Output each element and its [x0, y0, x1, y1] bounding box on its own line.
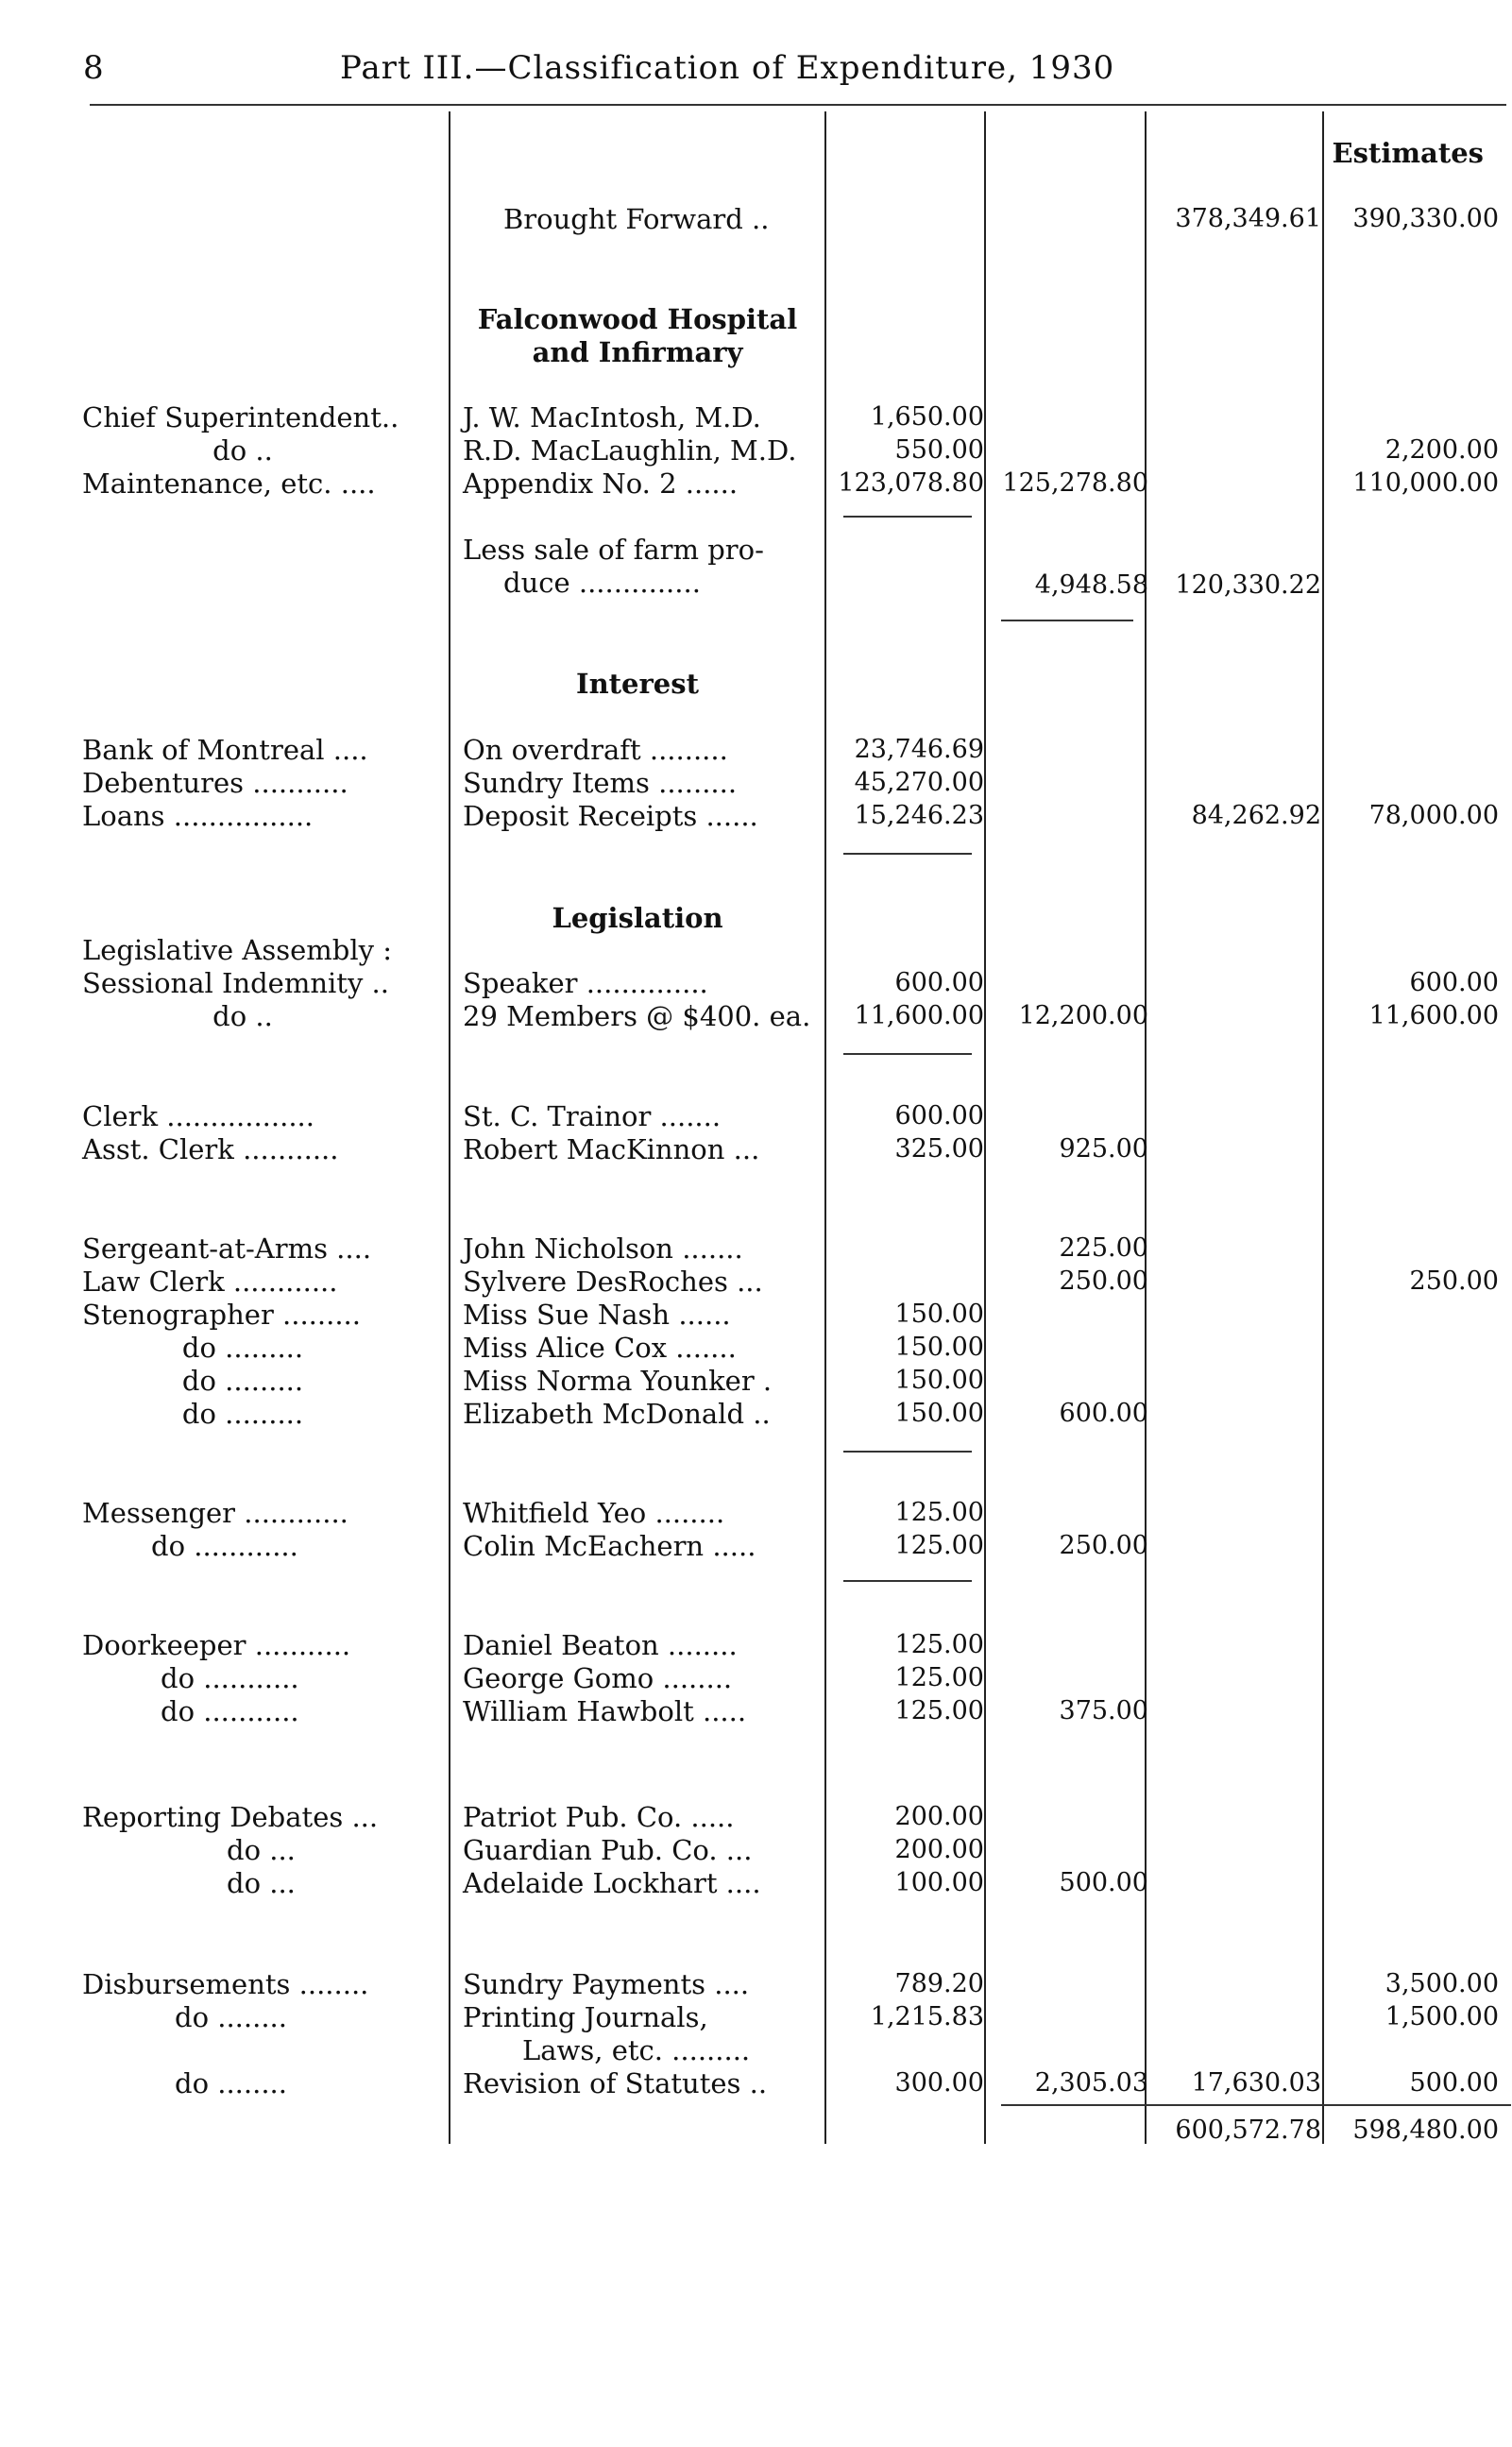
row-c1: 550.00 [894, 435, 984, 465]
interest-heading: Interest [576, 668, 699, 700]
row-label: Messenger ............ [82, 1497, 348, 1529]
row-name: Speaker .............. [463, 967, 708, 999]
grand-total: 600,572.78 [1175, 2116, 1321, 2145]
row-label: Maintenance, etc. .... [82, 467, 376, 500]
row-c1: 1,650.00 [870, 402, 984, 432]
row-c1: 15,246.23 [854, 801, 984, 830]
row-c1: 125.00 [894, 1696, 984, 1725]
total-rule [1001, 2104, 1511, 2106]
row-c1: 123,078.80 [838, 468, 984, 498]
row-name: Guardian Pub. Co. ... [463, 1834, 753, 1866]
row-c3: 84,262.92 [1191, 801, 1321, 830]
row-c2: 125,278.80 [1002, 468, 1148, 498]
row-c1: 150.00 [894, 1399, 984, 1428]
subtotal-rule [843, 516, 972, 518]
row-label: Disbursements ........ [82, 1968, 369, 2000]
row-name: Miss Norma Younker . [463, 1365, 773, 1397]
row-name: William Hawbolt ..... [463, 1695, 747, 1727]
row-label: do ......... [181, 1398, 304, 1430]
row-name: Elizabeth McDonald .. [463, 1398, 771, 1430]
row-name: St. C. Trainor ....... [463, 1100, 722, 1132]
row-name: J. W. MacIntosh, M.D. [463, 401, 761, 433]
row-label: do ........ [175, 2067, 287, 2099]
rule-c3-c4 [1322, 111, 1324, 2144]
row-c1: 789.20 [894, 1969, 984, 1998]
row-c1: 200.00 [894, 1835, 984, 1864]
row-c2: 600.00 [1059, 1399, 1148, 1428]
row-name: R.D. MacLaughlin, M.D. [463, 434, 797, 467]
row-c2: 12,200.00 [1018, 1001, 1148, 1030]
row-label: do ............ [151, 1530, 298, 1562]
row-name: On overdraft ......... [463, 734, 728, 766]
page-number: 8 [83, 49, 104, 87]
row-name: Robert MacKinnon ... [463, 1133, 760, 1165]
row-c2: 225.00 [1059, 1233, 1148, 1263]
row-name: Whitfield Yeo ........ [463, 1497, 725, 1529]
row-c1: 23,746.69 [854, 735, 984, 764]
row-name: Colin McEachern ..... [463, 1530, 756, 1562]
rule-c2-c3 [1145, 111, 1147, 2144]
legislation-heading: Legislation [552, 902, 723, 934]
brought-forward-estimate: 390,330.00 [1352, 204, 1499, 233]
subtotal-rule [843, 1580, 972, 1582]
row-name: John Nicholson ....... [463, 1232, 743, 1265]
falconwood-heading-2: and Infirmary [532, 336, 743, 368]
subtotal-rule [843, 1451, 972, 1453]
row-name: Sundry Payments .... [463, 1968, 750, 2000]
row-c1: 125.00 [894, 1663, 984, 1692]
row-name: Miss Sue Nash ...... [463, 1299, 731, 1331]
row-c4: 78,000.00 [1368, 801, 1499, 830]
row-label: do ........ [175, 2001, 287, 2033]
row-label: do ... [227, 1867, 296, 1899]
less-sale-amount: 4,948.58 [1034, 570, 1148, 600]
rule-label-name [449, 111, 450, 2144]
row-c4: 500.00 [1409, 2068, 1499, 2098]
row-c2: 375.00 [1059, 1696, 1148, 1725]
row-c2: 250.00 [1059, 1531, 1148, 1560]
row-name: Adelaide Lockhart .... [463, 1867, 761, 1899]
brought-forward-label: Brought Forward .. [503, 203, 770, 235]
row-c2: 250.00 [1059, 1266, 1148, 1296]
row-label: Asst. Clerk ........... [82, 1133, 339, 1165]
header-rule [90, 104, 1506, 106]
row-c1: 150.00 [894, 1333, 984, 1362]
row-c1: 11,600.00 [854, 1001, 984, 1030]
page-title: Part III.—Classification of Expenditure, 1930 [340, 49, 1115, 87]
row-label: do ........... [161, 1662, 299, 1694]
row-label: do ......... [181, 1332, 304, 1364]
subtotal-rule [843, 853, 972, 855]
row-label: Chief Superintendent.. [82, 401, 399, 433]
row-name: George Gomo ........ [463, 1662, 733, 1694]
row-label: do .. [212, 1000, 273, 1032]
row-c4: 11,600.00 [1368, 1001, 1499, 1030]
row-c2: 500.00 [1059, 1868, 1148, 1897]
row-label: do .. [212, 434, 273, 467]
row-name-continued: Laws, etc. ......... [522, 2034, 751, 2066]
row-c1: 200.00 [894, 1802, 984, 1831]
row-c1: 125.00 [894, 1531, 984, 1560]
row-c4: 1,500.00 [1385, 2002, 1499, 2031]
row-label: Sessional Indemnity .. [82, 967, 389, 999]
row-c1: 325.00 [894, 1134, 984, 1164]
row-c4: 3,500.00 [1385, 1969, 1499, 1998]
row-c1: 45,270.00 [854, 768, 984, 797]
subtotal-rule [1001, 620, 1133, 621]
row-label: do ... [227, 1834, 296, 1866]
row-label: do ......... [181, 1365, 304, 1397]
rule-c1-c2 [984, 111, 986, 2144]
subtotal-rule [843, 1053, 972, 1055]
grand-total-estimates: 598,480.00 [1352, 2116, 1499, 2145]
row-name: Daniel Beaton ........ [463, 1629, 738, 1661]
assembly-label: Legislative Assembly : [82, 934, 392, 966]
row-c1: 125.00 [894, 1498, 984, 1527]
row-c2: 925.00 [1059, 1134, 1148, 1164]
row-name: Revision of Statutes .. [463, 2067, 768, 2099]
row-c4: 600.00 [1409, 968, 1499, 997]
row-label: Sergeant-at-Arms .... [82, 1232, 372, 1265]
row-c1: 1,215.83 [870, 2002, 984, 2031]
row-label: Loans ................ [82, 800, 314, 832]
row-c4: 250.00 [1409, 1266, 1499, 1296]
row-c2: 2,305.03 [1034, 2068, 1148, 2098]
falconwood-heading-1: Falconwood Hospital [477, 303, 798, 335]
row-label: Doorkeeper ........... [82, 1629, 351, 1661]
estimates-header: Estimates [1332, 137, 1484, 169]
row-name: Appendix No. 2 ...... [463, 467, 739, 500]
row-c1: 600.00 [894, 968, 984, 997]
row-name: Patriot Pub. Co. ..... [463, 1801, 735, 1833]
falconwood-net: 120,330.22 [1175, 570, 1321, 600]
less-sale-line1: Less sale of farm pro- [463, 534, 764, 566]
row-label: Bank of Montreal .... [82, 734, 368, 766]
row-name: Deposit Receipts ...... [463, 800, 758, 832]
row-label: Law Clerk ............ [82, 1266, 338, 1298]
less-sale-line2: duce .............. [503, 567, 701, 599]
row-label: Stenographer ......... [82, 1299, 361, 1331]
row-c1: 150.00 [894, 1366, 984, 1395]
row-name: Sylvere DesRoches ... [463, 1266, 763, 1298]
row-name: Miss Alice Cox ....... [463, 1332, 737, 1364]
row-label: Clerk ................. [82, 1100, 314, 1132]
row-c1: 150.00 [894, 1300, 984, 1329]
row-c1: 300.00 [894, 2068, 984, 2098]
row-c4: 2,200.00 [1385, 435, 1499, 465]
row-name: Printing Journals, [463, 2001, 708, 2033]
brought-forward-total: 378,349.61 [1175, 204, 1321, 233]
row-label: Debentures ........... [82, 767, 348, 799]
row-name: 29 Members @ $400. ea. [463, 1000, 811, 1032]
row-c1: 600.00 [894, 1101, 984, 1130]
row-c1: 125.00 [894, 1630, 984, 1659]
row-c3: 17,630.03 [1191, 2068, 1321, 2098]
rule-name-c1 [824, 111, 826, 2144]
row-name: Sundry Items ......... [463, 767, 738, 799]
row-label: Reporting Debates ... [82, 1801, 379, 1833]
row-c4: 110,000.00 [1352, 468, 1499, 498]
row-c1: 100.00 [894, 1868, 984, 1897]
row-label: do ........... [161, 1695, 299, 1727]
